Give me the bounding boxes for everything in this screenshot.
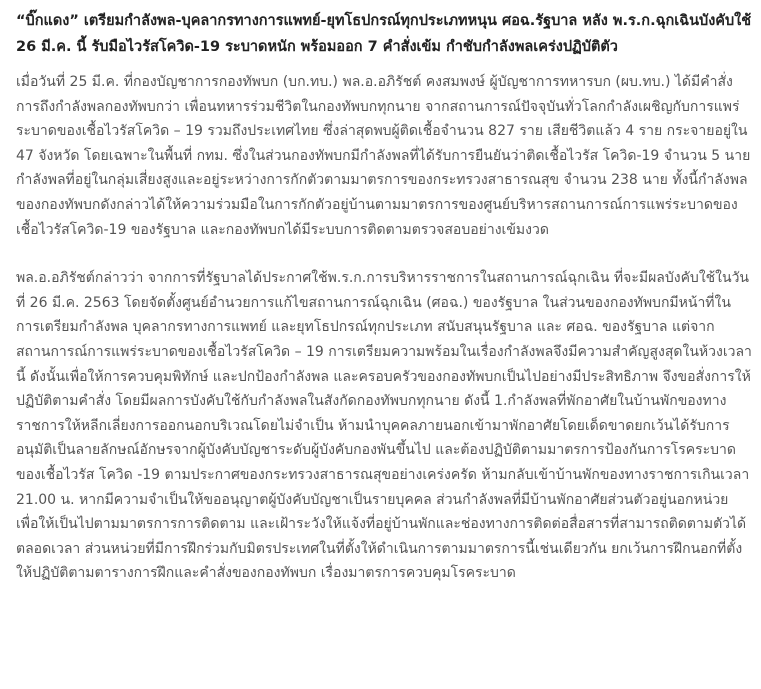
article-headline: “บิ๊กแดง” เตรียมกำลังพล-บุคลากรทางการแพทย์-ยุทโธปกรณ์ทุกประเภทหนุน ศอฉ.รัฐบาล หลัง พ.ร.ก.ฉุกเฉินบังคับใช้ 26 มี.ค. นี้ รับมือไวรัสโควิด-19 ระบาดหนัก พร้อมออก 7 คำสั่งเข้ม กำชับกำลังพลเคร่งปฏิบัติตัว	[16, 13, 752, 55]
article-paragraph-2: พล.อ.อภิรัชต์กล่าวว่า จากการที่รัฐบาลได้ประกาศใช้พ.ร.ก.การบริหารราชการในสถานการณ์ฉุกเฉิน ที่จะมีผลบังคับใช้ในวันที่ 26 มี.ค. 2563 โดยจัดตั้งศูนย์อำนวยการแก้ไขสถานการณ์ฉุกเฉิน (ศอฉ.) ของรัฐบาล ในส่วนของกองทัพบกมีหน้าที่ในการเตรียมกำลังพล บุคลากรทางการแพทย์ และยุทโธปกรณ์ทุกประเภท สนับสนุนรัฐบาล และ ศอฉ. ของรัฐบาล แต่จากสถานการณ์การแพร่ระบาดของเชื้อไวรัสโควิด – 19 การเตรียมความพร้อมในเรื่องกำลังพลจึงมีความสำคัญสูงสุดในห้วงเวลานี้ ดังนั้นเพื่อให้การควบคุมพิทักษ์ และปกป้องกำลังพล และครอบครัวของกองทัพบกเป็นไปอย่างมีประสิทธิภาพ จึงขอสั่งการให้ปฏิบัติตามคำสั่ง โดยมีผลการบังคับใช้กับกำลังพลในสังกัดกองทัพบกทุกนาย ดังนี้ 1.กำลังพลที่พักอาศัยในบ้านพักของทางราชการให้หลีกเลี่ยงการออกนอกบริเวณโดยไม่จำเป็น ห้ามนำบุคคลภายนอกเข้ามาพักอาศัยโดยเด็ดขาดยกเว้นได้รับการอนุมัติเป็นลายลักษณ์อักษรจากผู้บังคับบัญชาระดับผู้บังคับกองพันขึ้นไป และต้องปฏิบัติตามมาตรการป้องกันการโรคระบาดของเชื้อไวรัส โควิด -19 ตามประกาศของกระทรวงสาธารณสุขอย่างเคร่งครัด ห้ามกลับเข้าบ้านพักของทางราชการเกินเวลา 21.00 น. หากมีความจำเป็นให้ขออนุญาตผู้บังคับบัญชาเป็นรายบุคคล ส่วนกำลังพลที่มีบ้านพักอาศัยส่วนตัวอยู่นอกหน่วย เพื่อให้เป็นไปตามมาตรการการติดตาม และเฝ้าระวังให้แจ้งที่อยู่บ้านพักและช่องทางการติดต่อสื่อสารที่สามารถติดตามตัวได้ตลอดเวลา ส่วนหน่วยที่มีการฝึกร่วมกับมิตรประเทศในที่ตั้งให้ดำเนินการตามมาตรการนี้เช่นเดียวกัน ยกเว้นการฝึกนอกที่ตั้งให้ปฏิบัติตามตารางการฝึกและคำสั่งของกองทัพบก เรื่องมาตรการควบคุมโรคระบาด	[16, 270, 752, 582]
news-article	[16, 8, 752, 689]
article-paragraph-1: เมื่อวันที่ 25 มี.ค. ที่กองบัญชาการกองทัพบก (บก.ทบ.) พล.อ.อภิรัชต์ คงสมพงษ์ ผู้บัญชาการทหารบก (ผบ.ทบ.) ได้มีคำสั่งการถึงกำลังพลกองทัพบกว่า เพื่อนทหารร่วมชีวิตในกองทัพบกทุกนาย จากสถานการณ์ปัจจุบันทั่วโลกกำลังเผชิญกับการแพร่ระบาดของเชื้อไวรัสโควิด – 19 รวมถึงประเทศไทย ซึ่งล่าสุดพบผู้ติดเชื้อจำนวน 827 ราย เสียชีวิตแล้ว 4 ราย กระจายอยู่ใน 47 จังหวัด โดยเฉพาะในพื้นที่ กทม. ซึ่งในส่วนกองทัพบกมีกำลังพลที่ได้รับการยืนยันว่าติดเชื้อไวรัส โควิด-19 จำนวน 5 นาย กำลังพลที่อยู่ในกลุ่มเสี่ยงสูงและอยู่ระหว่างการกักตัวตามมาตรการของกระทรวงสาธารณสุข จำนวน 238 นาย ทั้งนี้กำลังพลของกองทัพบกดังกล่าวได้ให้ความร่วมมือในการกักตัวอยู่บ้านตามมาตรการของศูนย์บริหารสถานการณ์การแพร่ระบาดของเชื้อไวรัสโควิด-19 ของรัฐบาล และกองทัพบกได้มีระบบการติดตามตรวจสอบอย่างเข้มงวด	[16, 74, 751, 238]
